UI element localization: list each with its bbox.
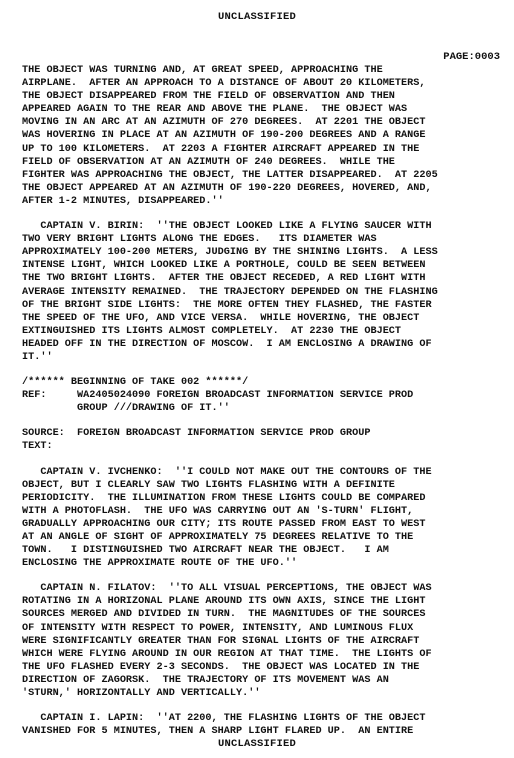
text-line: ROTATING IN A HORIZONAL PLANE AROUND ITS OWN AXIS, SINCE THE LIGHT	[22, 596, 426, 608]
page-number: PAGE:0003	[443, 51, 500, 63]
text-line: OF THE BRIGHT SIDE LIGHTS: THE MORE OFTEN THEY FLASHED, THE FASTER	[22, 299, 432, 311]
document-body	[22, 64, 502, 750]
text-line: OF INTENSITY WITH RESPECT TO POWER, INTENSITY, AND LUMINOUS FLUX	[22, 622, 414, 634]
text-line: WERE SIGNIFICANTLY GREATER THAN FOR SIGNAL LIGHTS OF THE AIRCRAFT	[22, 635, 420, 647]
text-line: TOWN. I DISTINGUISHED TWO AIRCRAFT NEAR THE OBJECT. I AM	[22, 545, 389, 557]
text-line: OBJECT, BUT I CLEARLY SAW TWO LIGHTS FLASHING WITH A DEFINITE	[22, 479, 395, 491]
text-line: 'STURN,' HORIZONTALLY AND VERTICALLY.''	[22, 688, 261, 700]
text-line: AVERAGE INTENSITY REMAINED. THE TRAJECTORY DEPENDED ON THE FLASHING	[22, 286, 438, 298]
paragraph-birin	[22, 220, 502, 364]
text-line: WAS HOVERING IN PLACE AT AN AZIMUTH OF 190-200 DEGREES AND A RANGE	[22, 130, 426, 142]
text-line: CAPTAIN V. IVCHENKO: ''I COULD NOT MAKE OUT THE CONTOURS OF THE	[22, 466, 432, 478]
paragraph-filatov	[22, 582, 502, 700]
text-line: GROUP ///DRAWING OF IT.''	[22, 403, 230, 415]
text-line: THE OBJECT WAS TURNING AND, AT GREAT SPEED, APPROACHING THE	[22, 65, 383, 76]
text-line: EXTINGUISHED ITS LIGHTS ALMOST COMPLETELY. AT 2230 THE OBJECT	[22, 325, 402, 337]
text-line: AT AN ANGLE OF SIGHT OF APPROXIMATELY 75 DEGREES RELATIVE TO THE	[22, 532, 414, 543]
text-line: PERIODICITY. THE ILLUMINATION FROM THESE LIGHTS COULD BE COMPARED	[22, 492, 426, 504]
text-line: THE OBJECT DISAPPEARED FROM THE FIELD OF OBSERVATION AND THEN	[22, 91, 395, 103]
text-line: ENCLOSING THE APPROXIMATE ROUTE OF THE UFO.''	[22, 558, 298, 570]
text-line: CAPTAIN I. LAPIN: ''AT 2200, THE FLASHING LIGHTS OF THE OBJECT	[22, 713, 426, 725]
text-line: AIRPLANE. AFTER AN APPROACH TO A DISTANCE OF ABOUT 20 KILOMETERS,	[22, 78, 426, 90]
text-line: /****** BEGINNING OF TAKE 002 ******/	[22, 377, 249, 389]
text-line: APPROXIMATELY 100-200 METERS, JUDGING BY THE SHINING LIGHTS. A LESS	[22, 247, 438, 259]
text-line: CAPTAIN V. BIRIN: ''THE OBJECT LOOKED LIKE A FLYING SAUCER WITH	[22, 221, 432, 233]
text-line: UP TO 100 KILOMETERS. AT 2203 A FIGHTER AIRCRAFT APPEARED IN THE	[22, 143, 420, 155]
text-line: AFTER 1-2 MINUTES, DISAPPEARED.''	[22, 195, 224, 207]
text-line: REF: WA2405024090 FOREIGN BROADCAST INFORMATION SERVICE PROD	[22, 390, 414, 402]
classification-footer: UNCLASSIFIED	[217, 738, 296, 750]
text-line: CAPTAIN N. FILATOV: ''TO ALL VISUAL PERCEPTIONS, THE OBJECT WAS	[22, 583, 432, 595]
text-line: THE UFO FLASHED EVERY 2-3 SECONDS. THE OBJECT WAS LOCATED IN THE	[22, 661, 420, 673]
text-line: SOURCE: FOREIGN BROADCAST INFORMATION SERVICE PROD GROUP	[22, 428, 371, 440]
take-reference-block	[22, 376, 502, 415]
text-line: APPEARED AGAIN TO THE REAR AND ABOVE THE PLANE. THE OBJECT WAS	[22, 104, 408, 116]
text-line: DIRECTION OF ZAGORSK. THE TRAJECTORY OF ITS MOVEMENT WAS AN	[22, 674, 389, 686]
text-line: INTENSE LIGHT, WHICH LOOKED LIKE A PORTHOLE, COULD BE SEEN BETWEEN	[22, 260, 426, 272]
text-line: TWO VERY BRIGHT LIGHTS ALONG THE EDGES. ITS DIAMETER WAS	[22, 234, 377, 246]
text-line: THE SPEED OF THE UFO, AND VICE VERSA. WHILE HOVERING, THE OBJECT	[22, 312, 420, 324]
text-line: MOVING IN AN ARC AT AN AZIMUTH OF 270 DEGREES. AT 2201 THE OBJECT	[22, 117, 426, 129]
text-line: FIGHTER WAS APPROACHING THE OBJECT, THE LATTER DISAPPEARED. AT 2205	[22, 169, 438, 181]
text-line: VANISHED FOR 5 MINUTES, THEN A SHARP LIGHT FLARED UP. AN ENTIRE	[22, 726, 414, 738]
paragraph-lapin	[22, 712, 502, 738]
classification-header: UNCLASSIFIED	[217, 11, 296, 23]
paragraph-ivchenko	[22, 466, 502, 571]
paragraph-opening	[22, 64, 502, 208]
source-block	[22, 427, 502, 453]
text-line: THE OBJECT APPEARED AT AN AZIMUTH OF 190-220 DEGREES, HOVERED, AND,	[22, 182, 432, 194]
text-line: IT.''	[22, 351, 53, 363]
text-line: TEXT:	[22, 441, 53, 453]
text-line: GRADUALLY APPROACHING OUR CITY; ITS ROUTE PASSED FROM EAST TO WEST	[22, 518, 426, 530]
text-line: FIELD OF OBSERVATION AT AN AZIMUTH OF 240 DEGREES. WHILE THE	[22, 156, 395, 168]
text-line: WHICH WERE FLYING AROUND IN OUR REGION AT THAT TIME. THE LIGHTS OF	[22, 648, 432, 660]
text-line: WITH A PHOTOFLASH. THE UFO WAS CARRYING OUT AN 'S-TURN' FLIGHT,	[22, 505, 414, 517]
text-line: THE TWO BRIGHT LIGHTS. AFTER THE OBJECT RECEDED, A RED LIGHT WITH	[22, 273, 426, 285]
text-line: SOURCES MERGED AND DIVIDED IN TURN. THE MAGNITUDES OF THE SOURCES	[22, 609, 426, 621]
text-line: HEADED OFF IN THE DIRECTION OF MOSCOW. I AM ENCLOSING A DRAWING OF	[22, 338, 432, 350]
